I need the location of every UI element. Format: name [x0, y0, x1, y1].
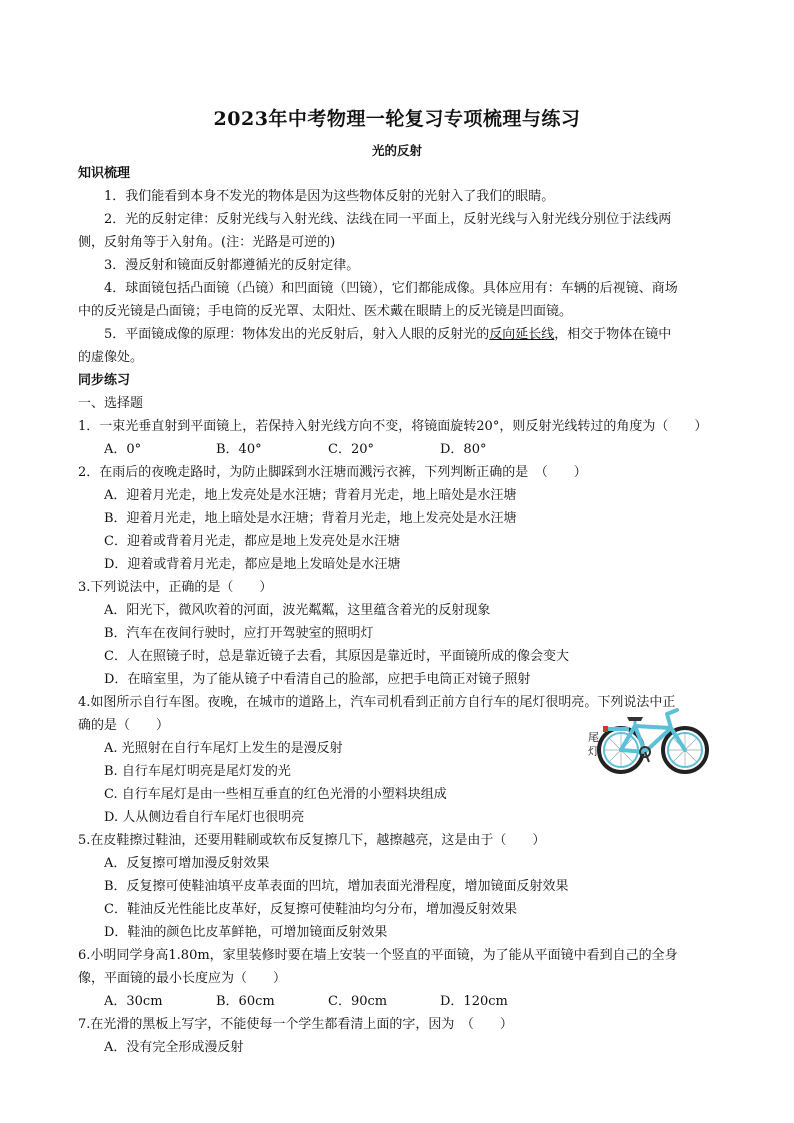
knowledge-point-1: 1．我们能看到本身不发光的物体是因为这些物体反射的光射入了我们的眼睛。: [104, 189, 555, 204]
question-2-option-c: C．迎着或背着月光走，都应是地上发亮处是水汪塘: [104, 534, 400, 549]
question-5-option-c: C．鞋油反光性能比皮革好，反复擦可使鞋油均匀分布，增加漫反射效果: [104, 902, 517, 917]
question-5-option-a: A．反复擦可增加漫反射效果: [104, 856, 270, 871]
question-4-stem-line2: 确的是（ ）: [78, 718, 170, 733]
question-1-option-d: D．80°: [440, 442, 487, 457]
question-5-option-d: D．鞋油的颜色比皮革鲜艳，可增加镜面反射效果: [104, 925, 388, 940]
page-subtitle: 光的反射: [371, 143, 422, 158]
question-2-option-b: B．迎着月光走，地上暗处是水汪塘；背着月光走，地上发亮处是水汪塘: [104, 511, 517, 526]
knowledge-point-5-text-end: ，相交于物体在镜中: [554, 327, 672, 342]
section-heading-choice: 一、选择题: [78, 396, 144, 411]
document-body: [78, 162, 718, 1059]
bicycle-rear-rack: [607, 727, 629, 731]
question-4-option-a: A. 光照射在自行车尾灯上发生的是漫反射: [104, 741, 343, 756]
question-6-option-c: C．90cm: [328, 994, 388, 1009]
bike-figure-label: 尾灯: [588, 731, 599, 758]
question-1-option-b: B．40°: [216, 442, 262, 457]
question-2-option-d: D．迎着或背着月光走，都应是地上发暗处是水汪塘: [104, 557, 401, 572]
question-3-option-b: B．汽车在夜间行驶时，应打开驾驶室的照明灯: [104, 626, 374, 641]
question-3-stem: 3.下列说法中，正确的是（ ）: [78, 580, 273, 595]
knowledge-point-5-line1: [78, 323, 718, 346]
knowledge-point-2-line2: 侧，反射角等于入射角。(注：光路是可逆的): [78, 235, 336, 250]
question-6-option-b: B．60cm: [216, 994, 275, 1009]
question-6-stem-line2: 像，平面镜的最小长度应为（ ）: [78, 971, 287, 986]
knowledge-point-2-line1: 2．光的反射定律：反射光线与入射光线、法线在同一平面上，反射光线与入射光线分别位于法线两: [104, 212, 672, 227]
knowledge-point-5-text: 5．平面镜成像的原理：物体发出的光反射后，射入人眼的反射光的: [104, 327, 490, 342]
knowledge-point-4-line2: 中的反光镜是凸面镜；手电筒的反光罩、太阳灶、医术戴在眼睛上的反光镜是凹面镜。: [78, 304, 573, 319]
question-3-option-d: D．在暗室里，为了能从镜子中看清自己的脸部，应把手电筒正对镜子照射: [104, 672, 531, 687]
knowledge-point-5-line2: 的虚像处。: [78, 350, 144, 365]
question-4-stem-line1: 4.如图所示自行车图。夜晚，在城市的道路上，汽车司机看到正前方自行车的尾灯很明亮。下列说法中正: [78, 695, 676, 710]
question-7-option-a: A．没有完全形成漫反射: [104, 1040, 244, 1055]
question-6-option-a: A．30cm: [104, 994, 163, 1009]
question-6-stem-line1: 6.小明同学身高1.80m，家里装修时要在墙上安装一个竖直的平面镜，为了能从平面镜中看到自己的全身: [78, 948, 678, 963]
bicycle-figure: [585, 700, 715, 778]
question-5-stem: 5.在皮鞋擦过鞋油，还要用鞋刷或软布反复擦几下，越擦越亮，这是由于（ ）: [78, 833, 546, 848]
knowledge-point-4-line1: 4．球面镜包括凸面镜（凸镜）和凹面镜（凹镜），它们都能成像。具体应用有：车辆的后视镜、商场: [104, 281, 678, 296]
section-heading-knowledge: 知识梳理: [78, 166, 131, 181]
section-heading-practice: 同步练习: [78, 373, 131, 388]
question-2-option-a: A．迎着月光走，地上发亮处是水汪塘；背着月光走，地上暗处是水汪塘: [104, 488, 517, 503]
question-2-stem: 2．在雨后的夜晚走路时，为防止脚踩到水汪塘而溅污衣裤，下列判断正确的是 （ ）: [78, 465, 587, 480]
question-1-stem: 1．一束光垂直射到平面镜上，若保持入射光线方向不变，将镜面旋转20°，则反射光线转过的角度为（ ）: [78, 419, 708, 434]
page-title: 2023年中考物理一轮复习专项梳理与练习: [213, 108, 581, 130]
question-3-option-c: C．人在照镜子时，总是靠近镜子去看，其原因是靠近时，平面镜所成的像会变大: [104, 649, 569, 664]
bicycle-spokes: [604, 733, 702, 767]
knowledge-point-3: 3．漫反射和镜面反射都遵循光的反射定律。: [104, 258, 360, 273]
question-5-option-b: B．反复擦可使鞋油填平皮革表面的凹坑，增加表面光滑程度，增加镜面反射效果: [104, 879, 569, 894]
question-4-option-d: D. 人从侧边看自行车尾灯也很明亮: [104, 810, 305, 825]
question-6-options: [78, 990, 718, 1013]
bicycle-seat: [627, 717, 643, 721]
question-1-option-c: C．20°: [328, 442, 374, 457]
question-4-option-c: C. 自行车尾灯是由一些相互垂直的红色光滑的小塑料块组成: [104, 787, 447, 802]
question-1-options: [78, 438, 718, 461]
question-4-option-b: B. 自行车尾灯明亮是尾灯发的光: [104, 764, 291, 779]
question-1-option-a: A．0°: [104, 442, 142, 457]
question-3-option-a: A．阳光下，微风吹着的河面，波光粼粼，这里蕴含着光的反射现象: [104, 603, 491, 618]
question-7-stem: 7.在光滑的黑板上写字，不能使每一个学生都看清上面的字，因为 （ ）: [78, 1017, 513, 1032]
underlined-term: 反向延长线: [489, 327, 555, 342]
tail-light-icon: [603, 726, 608, 732]
question-6-option-d: D．120cm: [440, 994, 508, 1009]
